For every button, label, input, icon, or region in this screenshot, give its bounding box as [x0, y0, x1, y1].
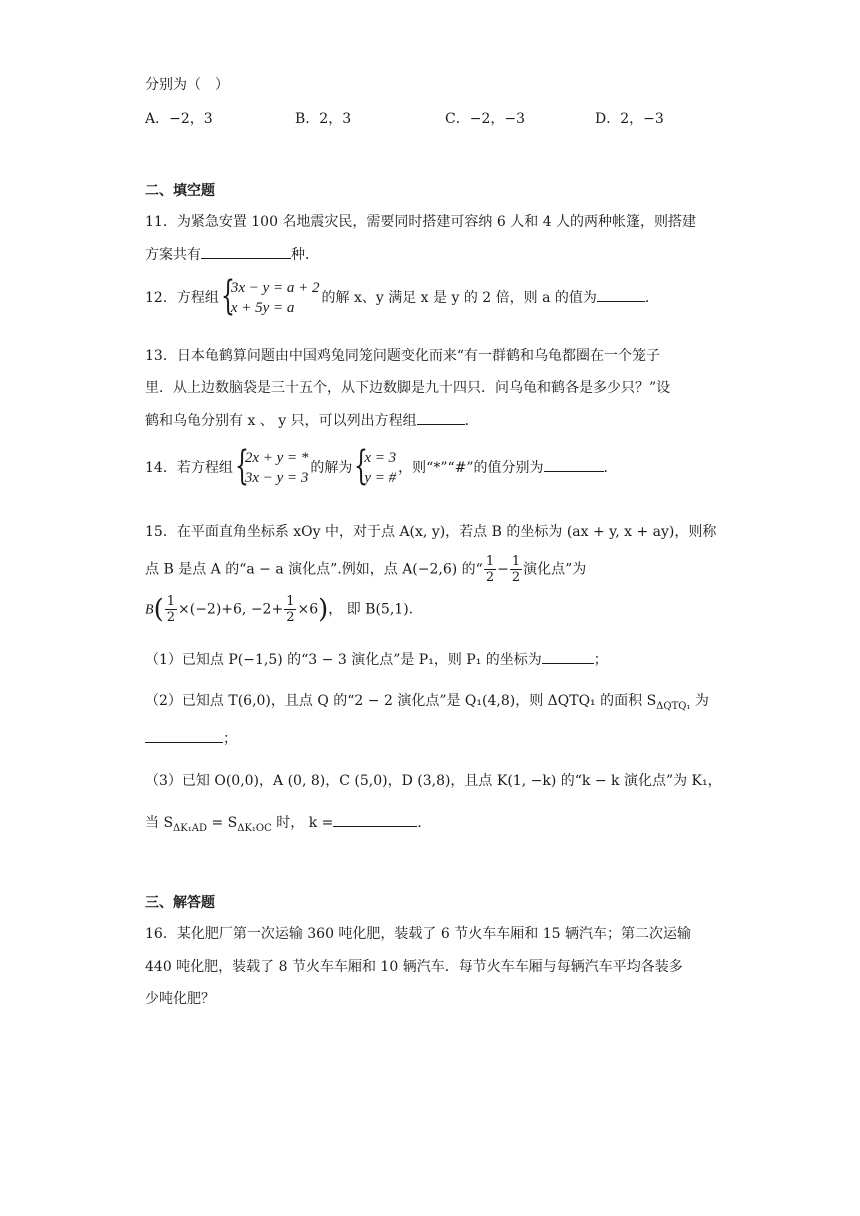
q10-option-c[interactable]: C．−2，−3: [445, 111, 525, 127]
q14-mid: 的解为: [310, 460, 353, 476]
q11-text-b: 种．: [291, 247, 319, 263]
q12-brace: {: [220, 273, 235, 319]
q10-tail: 分别为（ ）: [145, 77, 229, 93]
q15-line3: B( $\frac{1}{2}$ ×(−2)+6, −2+ $\frac{1}{2}$ ×6)， 即 B(5,1).: [145, 594, 414, 625]
q12-prefix: 12．方程组: [145, 290, 219, 306]
q11-line2: [145, 244, 319, 264]
q10-option-d[interactable]: D．2，−3: [595, 111, 664, 127]
q13-line2: 里．从上边数脑袋是三十五个，从下边数脚是九十四只．问乌龟和鹤各是多少只？”设: [145, 380, 671, 396]
q15-sub3-line2: 当 $S_{\Delta K_1AD} = S_{\Delta K_1OC}$ 时， k = ．: [145, 812, 431, 834]
q16-line2: 440 吨化肥，装载了 8 节火车车厢和 10 辆汽车．每节火车车厢与每辆汽车平均各装多: [145, 959, 683, 975]
q15-example-result: 即 B(5,1).: [346, 601, 414, 618]
q14-sol2: y = #: [364, 470, 397, 486]
q11-line1: 11．为紧急安置 100 名地震灾民，需要同时搭建可容纳 6 人和 4 人的两种帐篷，则搭建: [145, 214, 697, 230]
q14-solution-system: { x = 3 y = #: [354, 443, 397, 489]
q14-answer-blank[interactable]: [544, 457, 604, 472]
q10-option-a[interactable]: A．−2，3: [145, 111, 213, 127]
q13-text: 鹤和乌龟分别有 x 、 y 只，可以列出方程组: [145, 413, 417, 429]
q14-suffix: ，则“*”“#”的值分别为: [398, 460, 544, 476]
q11-answer-blank[interactable]: [201, 244, 291, 259]
q15-line2a: 点 B 是点 A 的“a − a 演化点”.例如，点 A(−2,6) 的“: [145, 561, 483, 578]
q14-eq2: 3x − y = 3: [244, 470, 309, 486]
q12-eq1: 3x − y = a + 2: [230, 280, 320, 296]
q11-text-a: 方案共有: [145, 247, 201, 263]
q14-line: 14．若方程组 { 2x + y = * 3x − y = 3 的解为 { x = 3 y = # ，则“*”“#”的值分别为 ．: [145, 443, 618, 489]
fraction-half: $\frac{1}{2}$: [485, 554, 495, 585]
q13-line1: 13．日本龟鹤算问题由中国鸡兔同笼问题变化而来“有一群鹤和乌龟都圈在一个笼子: [145, 348, 660, 364]
q15-sub3-blank[interactable]: [333, 812, 417, 827]
q15-sub2-blank[interactable]: [145, 728, 223, 743]
q12-suffix: 的解 x、y 满足 x 是 y 的 2 倍，则 a 的值为: [321, 290, 597, 306]
q14-sol1: x = 3: [364, 450, 397, 466]
q14-equation-system: { 2x + y = * 3x − y = 3: [234, 443, 309, 489]
q12-answer-blank[interactable]: [597, 287, 645, 302]
q13-answer-blank[interactable]: [417, 410, 465, 425]
q15-sub3: （3）已知 O(0,0)，A (0, 8)，C (5,0)，D (3,8)，且点 K(1, −k) 的“k − k 演化点”为 K₁，: [145, 773, 722, 789]
q16-line3: 少吨化肥？: [145, 991, 215, 1007]
q10-option-b[interactable]: B．2，3: [295, 111, 352, 127]
q15-line2b: 演化点”为: [523, 561, 587, 578]
q15-line2: 点 B 是点 A 的“a − a 演化点”.例如，点 A(−2,6) 的“ $\frac{1}{2}$ − $\frac{1}{2}$ 演化点”为: [145, 554, 587, 585]
q12-line: 12．方程组 { 3x − y = a + 2 x + 5y = a 的解 x、y 满足 x 是 y 的 2 倍，则 a 的值为 ．: [145, 273, 659, 319]
q15-sub1-blank[interactable]: [542, 649, 594, 664]
section2-title: 二、填空题: [145, 183, 215, 199]
section3-title: 三、解答题: [145, 895, 215, 911]
q12-eq2: x + 5y = a: [230, 300, 295, 316]
q13-line3: 鹤和乌龟分别有 x 、 y 只，可以列出方程组 ．: [145, 410, 479, 430]
q15-sub2: （2）已知点 T(6,0)，且点 Q 的“2 − 2 演化点”是 Q₁(4,8)，则 ΔQTQ₁ 的面积 $S_{\Delta QTQ_1}$ 为: [145, 693, 709, 712]
q14-eq1: 2x + y = *: [244, 450, 309, 466]
q15-sub2-answer-line: ；: [145, 728, 237, 748]
q15-sub1: （1）已知点 P(−1,5) 的“3 − 3 演化点”是 P₁，则 P₁ 的坐标为 ；: [145, 649, 608, 669]
q12-equation-system: [220, 273, 320, 319]
q14-prefix: 14．若方程组: [145, 460, 233, 476]
q15-line1: 15．在平面直角坐标系 xOy 中，对于点 A(x, y)，若点 B 的坐标为 (ax + y, x + ay)，则称: [145, 524, 717, 540]
fraction-half: $\frac{1}{2}$: [511, 554, 521, 585]
q16-line1: 16．某化肥厂第一次运输 360 吨化肥，装载了 6 节火车车厢和 15 辆汽车；第二次运输: [145, 926, 691, 942]
